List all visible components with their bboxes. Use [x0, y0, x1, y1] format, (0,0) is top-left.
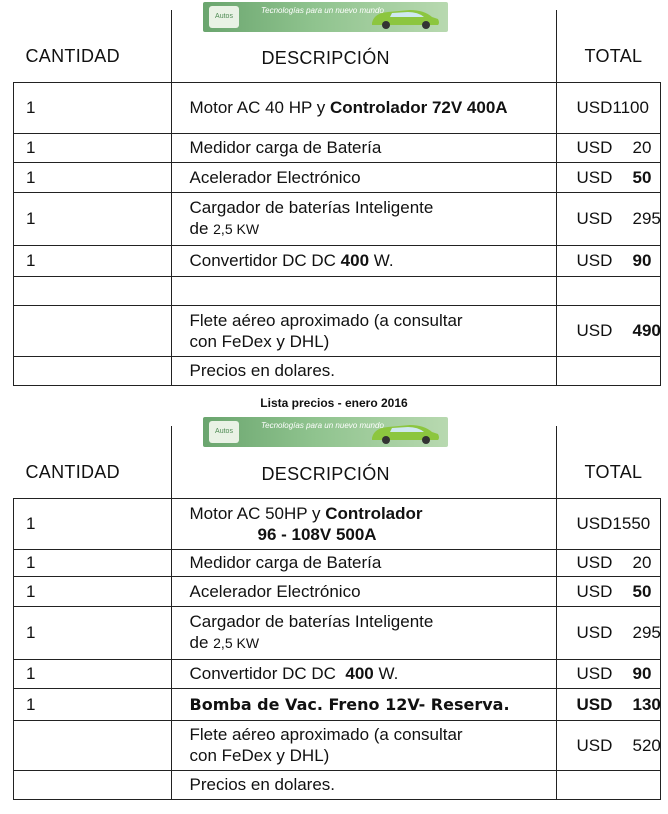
total-cell: USD 90	[556, 245, 661, 276]
desc-cell: Flete aéreo aproximado (a consultar con FeDex y DHL)	[171, 305, 556, 356]
qty-header: CANTIDAD	[25, 46, 120, 67]
qty-cell: 1	[14, 498, 172, 549]
desc-cell: Acelerador Electrónico	[171, 576, 556, 606]
total-cell: USD 50	[556, 162, 661, 192]
total-cell: USD 50	[556, 576, 661, 606]
total-cell: USD 295	[556, 606, 661, 659]
desc-cell: Convertidor DC DC 400 W.	[171, 245, 556, 276]
qty-cell: 1	[14, 245, 172, 276]
banner-tagline: Tecnologías para un nuevo mundo	[261, 421, 384, 430]
total-header: TOTAL	[584, 462, 643, 483]
price-table-2	[13, 426, 661, 800]
brand-logo: Autos	[209, 6, 239, 28]
desc-cell: Precios en dolares.	[171, 356, 556, 385]
brand-logo: Autos	[209, 421, 239, 443]
table-row	[14, 576, 661, 606]
qty-cell: 1	[14, 606, 172, 659]
table-row	[14, 720, 661, 770]
total-header: TOTAL	[584, 46, 643, 67]
desc-cell: Motor AC 50HP y Controlador 96 - 108V 500A	[171, 498, 556, 549]
desc-cell: Medidor carga de Batería	[171, 549, 556, 576]
qty-cell: 1	[14, 576, 172, 606]
desc-header: DESCRIPCIÓN	[261, 48, 390, 68]
desc-cell: Convertidor DC DC 400 W.	[171, 659, 556, 688]
desc-cell: Cargador de baterías Inteligente de 2,5 KW	[171, 192, 556, 245]
table-header-row	[14, 10, 661, 82]
table-row	[14, 133, 661, 162]
table-row	[14, 245, 661, 276]
table-row	[14, 498, 661, 549]
table-row	[14, 356, 661, 385]
price-list-caption: Lista precios - enero 2016	[260, 396, 408, 410]
qty-cell: 1	[14, 688, 172, 720]
total-cell: USD 90	[556, 659, 661, 688]
total-cell: USD 20	[556, 549, 661, 576]
total-cell: USD 490	[556, 305, 661, 356]
qty-header: CANTIDAD	[25, 462, 120, 483]
table-row	[14, 770, 661, 799]
desc-header: DESCRIPCIÓN	[261, 464, 390, 484]
desc-cell: Precios en dolares.	[171, 770, 556, 799]
total-cell: USD1100	[556, 82, 661, 133]
table-row	[14, 606, 661, 659]
price-table-1	[13, 10, 661, 386]
qty-cell: 1	[14, 162, 172, 192]
table-row	[14, 659, 661, 688]
desc-cell: Motor AC 40 HP y Controlador 72V 400A	[171, 82, 556, 133]
banner-tagline: Tecnologías para un nuevo mundo	[261, 6, 384, 15]
table-header-row	[14, 426, 661, 498]
desc-cell: Flete aéreo aproximado (a consultar con FeDex y DHL)	[171, 720, 556, 770]
total-cell: USD 520	[556, 720, 661, 770]
table-row	[14, 162, 661, 192]
qty-cell: 1	[14, 659, 172, 688]
total-cell: USD 130	[556, 688, 661, 720]
desc-cell: Acelerador Electrónico	[171, 162, 556, 192]
desc-cell: Cargador de baterías Inteligente de 2,5 KW	[171, 606, 556, 659]
total-cell: USD 295	[556, 192, 661, 245]
desc-cell: Medidor carga de Batería	[171, 133, 556, 162]
qty-cell: 1	[14, 82, 172, 133]
qty-cell: 1	[14, 133, 172, 162]
table-row	[14, 688, 661, 720]
table-row	[14, 82, 661, 133]
total-cell: USD 20	[556, 133, 661, 162]
total-cell: USD1550	[556, 498, 661, 549]
table-row	[14, 192, 661, 245]
table-row	[14, 305, 661, 356]
qty-cell: 1	[14, 192, 172, 245]
table-row	[14, 549, 661, 576]
desc-cell: Bomba de Vac. Freno 12V- Reserva.	[171, 688, 556, 720]
table-row-empty	[14, 276, 661, 305]
qty-cell: 1	[14, 549, 172, 576]
